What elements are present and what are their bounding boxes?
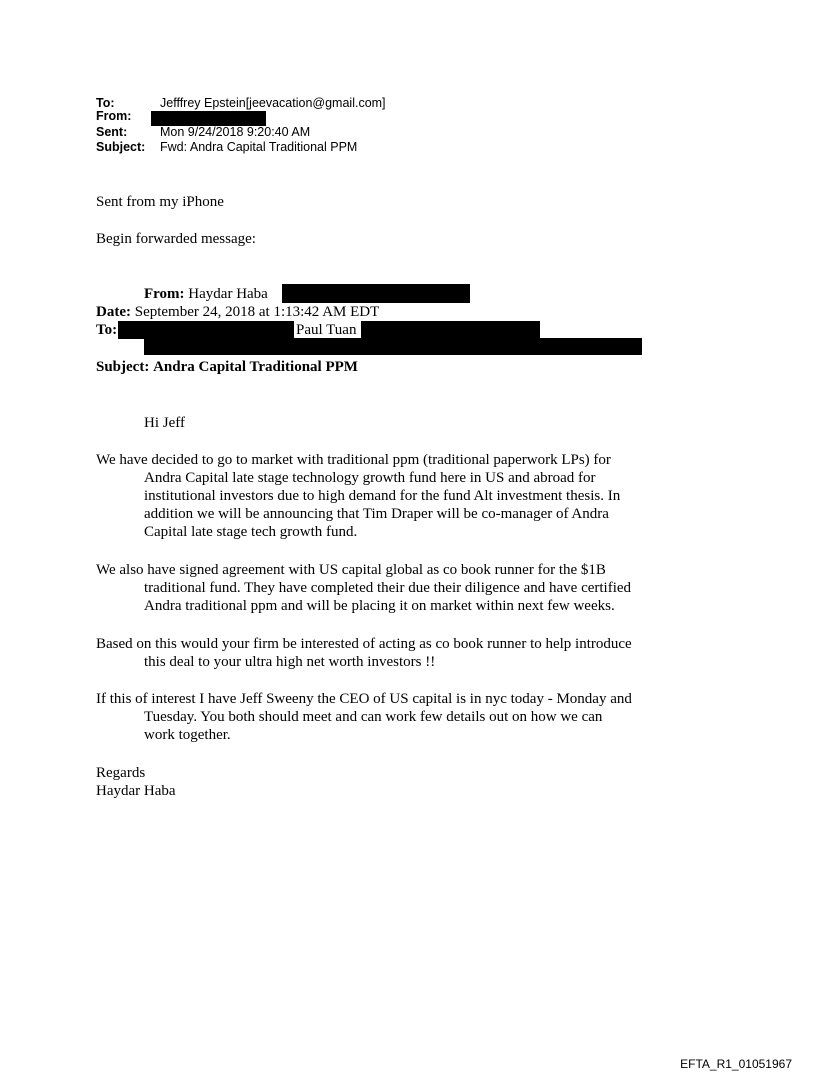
fwd-date-value: September 24, 2018 at 1:13:42 AM EDT: [134, 304, 380, 320]
fwd-to-redaction-3: [144, 338, 642, 355]
header-sent-label: Sent:: [96, 125, 128, 139]
fwd-date-row: [96, 303, 379, 321]
paragraph-line: We have decided to go to market with traditional ppm (traditional paperwork LPs) for: [96, 452, 611, 468]
fwd-from-label: From:: [144, 286, 185, 302]
paragraph-line: institutional investors due to high demand for the fund Alt investment thesis. In: [144, 488, 621, 504]
paragraph-line: Andra Capital late stage technology growth fund here in US and abroad for: [144, 470, 596, 486]
header-from-redaction: [151, 111, 266, 126]
body-paragraph-1: [96, 451, 676, 541]
signature: Haydar Haba: [96, 783, 176, 799]
paragraph-line: addition we will be announcing that Tim Draper will be co-manager of Andra: [144, 506, 609, 522]
paragraph-line: Andra traditional ppm and will be placing it on market within next few weeks.: [144, 598, 615, 614]
header-subject-label: Subject:: [96, 140, 146, 154]
header-from-label: From:: [96, 109, 132, 123]
paragraph-line: We also have signed agreement with US capital global as co book runner for the $1B: [96, 562, 606, 578]
paragraph-line: work together.: [144, 727, 231, 743]
sent-from-iphone: Sent from my iPhone: [96, 194, 224, 210]
fwd-from-redaction: [282, 284, 470, 303]
fwd-subject-value: Andra Capital Traditional PPM: [153, 359, 358, 375]
header-to-value: Jefffrey Epstein[jeevacation@gmail.com]: [160, 96, 386, 110]
document-id: EFTA_R1_01051967: [680, 1057, 792, 1071]
fwd-from-value: Haydar Haba: [188, 286, 268, 302]
closing: Regards: [96, 765, 146, 781]
body-paragraph-2: [96, 561, 676, 615]
fwd-to-value: Paul Tuan: [296, 322, 357, 338]
fwd-to-label-row: [96, 321, 117, 339]
fwd-to-redaction-2: [361, 321, 540, 338]
fwd-to-label: To:: [96, 322, 118, 338]
fwd-subject-row: [96, 358, 358, 376]
greeting: Hi Jeff: [144, 415, 185, 431]
fwd-subject-label: Subject:: [96, 359, 150, 375]
paragraph-line: this deal to your ultra high net worth investors !!: [144, 654, 436, 670]
paragraph-line: Capital late stage tech growth fund.: [144, 524, 358, 540]
fwd-from-row: [144, 285, 268, 303]
paragraph-line: Based on this would your firm be interested of acting as co book runner to help introduce: [96, 636, 632, 652]
header-to-label: To:: [96, 96, 115, 110]
paragraph-line: Tuesday. You both should meet and can work few details out on how we can: [144, 709, 603, 725]
fwd-to-redaction-1: [118, 321, 294, 339]
header-subject-value: Fwd: Andra Capital Traditional PPM: [160, 140, 358, 154]
begin-forwarded-message: Begin forwarded message:: [96, 231, 256, 247]
body-paragraph-3: [96, 635, 676, 671]
paragraph-line: If this of interest I have Jeff Sweeny the CEO of US capital is in nyc today - Monday and: [96, 691, 632, 707]
paragraph-line: traditional fund. They have completed their due their diligence and have certified: [144, 580, 632, 596]
body-paragraph-4: [96, 690, 676, 744]
fwd-date-label: Date:: [96, 304, 131, 320]
header-sent-value: Mon 9/24/2018 9:20:40 AM: [160, 125, 311, 139]
